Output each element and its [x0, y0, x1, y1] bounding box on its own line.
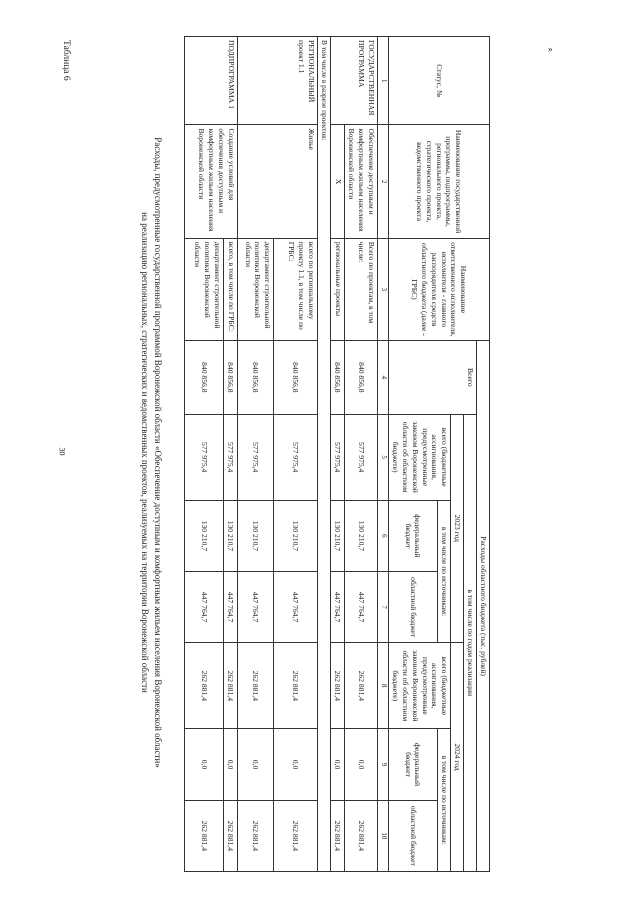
- table-row: [274, 37, 318, 872]
- value-cell: 840 856,8: [223, 341, 237, 414]
- value-cell: 0,0: [237, 729, 273, 800]
- value-cell: 262 881,4: [274, 800, 318, 871]
- value-cell: 447 764,7: [344, 571, 377, 642]
- value-cell: 447 764,7: [223, 571, 237, 642]
- gp-name: Обеспечение доступным и комфортным жильем населения Воронежской области: [344, 125, 377, 238]
- value-cell: 262 881,4: [223, 643, 237, 729]
- value-cell: 0,0: [274, 729, 318, 800]
- column-numbers-row: [377, 37, 388, 872]
- value-cell: 577 975,4: [330, 414, 344, 500]
- gp-regional-label: региональные проекты: [330, 238, 344, 340]
- column-number: 9: [377, 729, 388, 800]
- value-cell: 262 881,4: [223, 800, 237, 871]
- value-cell: 577 975,4: [344, 414, 377, 500]
- sp-total-label: всего, в том числе по ГРБС:: [223, 238, 237, 340]
- header-total: Всего: [388, 341, 476, 414]
- value-cell: 447 764,7: [185, 571, 224, 642]
- header-2023-total: всего (бюджетные ассигнования, предусмотренные законом Воронежской области об областном бюджете): [388, 414, 451, 500]
- column-number: 3: [377, 238, 388, 340]
- header-by-years: в том числе по годам реализации: [464, 414, 477, 872]
- header-2024-federal: федеральный бюджет: [388, 729, 437, 800]
- header-executor: Наименование ответственного исполнителя, исполнителя - главного распорядителя средств областного бюджета (далее - ГРБС): [388, 238, 489, 340]
- value-cell: 130 210,7: [344, 500, 377, 571]
- value-cell: 262 881,4: [237, 800, 273, 871]
- corner-mark: »: [548, 44, 553, 54]
- column-number: 4: [377, 341, 388, 414]
- column-number: 5: [377, 414, 388, 500]
- value-cell: 840 856,8: [274, 341, 318, 414]
- table-row: [344, 37, 377, 872]
- value-cell: 577 975,4: [185, 414, 224, 500]
- gp-status: ГОСУДАРСТВЕННАЯ ПРОГРАММА: [330, 37, 377, 125]
- column-number: 10: [377, 800, 388, 871]
- value-cell: 577 975,4: [237, 414, 273, 500]
- value-cell: 262 881,4: [185, 800, 224, 871]
- sp-status: ПОДПРОГРАММА 1: [185, 37, 238, 125]
- header-name: Наименование государственной программы, подпрограммы, регионального проекта, стратегического проекта, ведомственного проекта: [388, 125, 489, 238]
- column-number: 7: [377, 571, 388, 642]
- table-row: [330, 37, 344, 872]
- header-year-2024: 2024 год: [451, 643, 464, 872]
- gp-total-label: Всего по проектам, в том числе:: [344, 238, 377, 340]
- value-cell: 262 881,4: [237, 643, 273, 729]
- column-number: 1: [377, 37, 388, 125]
- header-2023-sources: в том числе по источникам:: [437, 500, 450, 642]
- gp-x-mark: Х: [330, 125, 344, 238]
- header-status: Статус, №: [388, 37, 489, 125]
- table-row: [223, 37, 237, 872]
- header-2024-regional: областной бюджет: [388, 800, 437, 871]
- value-cell: 262 881,4: [344, 800, 377, 871]
- value-cell: 262 881,4: [344, 643, 377, 729]
- value-cell: 0,0: [344, 729, 377, 800]
- value-cell: 447 764,7: [274, 571, 318, 642]
- value-cell: 130 210,7: [274, 500, 318, 571]
- value-cell: 130 210,7: [185, 500, 224, 571]
- table-label: Таблица 6: [61, 40, 71, 81]
- header-row-1: [477, 37, 490, 872]
- value-cell: 577 975,4: [223, 414, 237, 500]
- header-2023-regional: областной бюджет: [388, 571, 437, 642]
- value-cell: 0,0: [185, 729, 224, 800]
- title-line-1: Расходы, предусмотренные государственной программой Воронежской области «Обеспечение доступным и комфортным жильем населения Воронежской области»: [153, 137, 163, 768]
- value-cell: 262 881,4: [330, 643, 344, 729]
- value-cell: 130 210,7: [223, 500, 237, 571]
- value-cell: 130 210,7: [237, 500, 273, 571]
- rp-status: РЕГИОНАЛЬНЫЙ проект 1.1: [237, 37, 317, 125]
- value-cell: 840 856,8: [330, 341, 344, 414]
- rp-dept-label: департамент строительной политики Воронежской области: [237, 238, 273, 340]
- value-cell: 262 881,4: [274, 643, 318, 729]
- value-cell: 840 856,8: [185, 341, 224, 414]
- sp-name: Создание условий для обеспечения доступным и комфортным жильем населения Воронежской области: [185, 125, 238, 238]
- column-number: 8: [377, 643, 388, 729]
- value-cell: 0,0: [330, 729, 344, 800]
- header-2023-federal: федеральный бюджет: [388, 500, 437, 571]
- value-cell: 447 764,7: [237, 571, 273, 642]
- header-2024-sources: в том числе по источникам:: [437, 729, 450, 872]
- value-cell: 262 881,4: [185, 643, 224, 729]
- rp-name: Жилье: [237, 125, 317, 238]
- title-line-2: на реализацию региональных, стратегических и ведомственных проектов, реализуемых на территории Воронежской области: [140, 212, 150, 693]
- value-cell: 130 210,7: [330, 500, 344, 571]
- section-title: В том числе в разрезе проектов:: [317, 37, 330, 872]
- column-number: 6: [377, 500, 388, 571]
- page-number: 30: [57, 447, 67, 456]
- value-cell: 840 856,8: [237, 341, 273, 414]
- value-cell: 840 856,8: [344, 341, 377, 414]
- document-title: [138, 40, 164, 865]
- sp-dept-label: департамент строительной политики Воронежской области: [185, 238, 224, 340]
- value-cell: 0,0: [223, 729, 237, 800]
- header-year-2023: 2023 год: [451, 414, 464, 643]
- rp-total-label: всего по региональному проекту 1.1, в том числе по ГРБС:: [274, 238, 318, 340]
- value-cell: 577 975,4: [274, 414, 318, 500]
- budget-table: [184, 36, 490, 872]
- header-2024-total: всего (бюджетные ассигнования, предусмотренные законом Воронежской области об областном бюджете): [388, 643, 451, 729]
- header-expenses: Расходы областного бюджета (тыс. рублей): [477, 341, 490, 872]
- value-cell: 262 881,4: [330, 800, 344, 871]
- section-row: [317, 37, 330, 872]
- column-number: 2: [377, 125, 388, 238]
- value-cell: 447 764,7: [330, 571, 344, 642]
